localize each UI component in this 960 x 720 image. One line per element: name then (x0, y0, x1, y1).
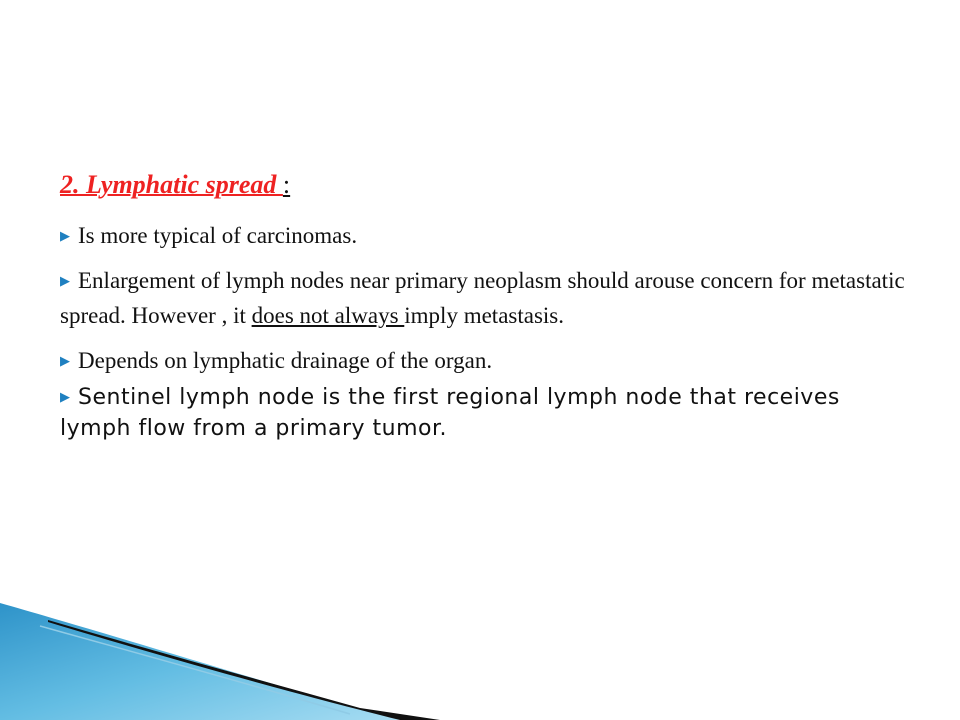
bullet-text-underlined: does not always (251, 303, 405, 328)
bullet-text: Is more typical of carcinomas. (78, 223, 358, 248)
right-triangle-icon: ▶ (60, 273, 70, 288)
right-triangle-icon: ▶ (60, 390, 71, 405)
bullet-text: Depends on lymphatic drainage of the organ. (78, 348, 493, 373)
bullet-text: imply metastasis. (404, 303, 564, 328)
right-triangle-icon: ▶ (60, 228, 70, 243)
bullet-text: Sentinel lymph node is the first regional lymph node that receives lymph flow from a primary tumor. (60, 385, 840, 441)
heading-title: 2. Lymphatic spread (60, 170, 283, 199)
heading-colon: : (282, 170, 291, 199)
bullet-text: Enlargement of lymph nodes near primary neoplasm should arouse concern for metastatic spread. However , it (60, 268, 905, 328)
right-triangle-icon: ▶ (60, 353, 70, 368)
